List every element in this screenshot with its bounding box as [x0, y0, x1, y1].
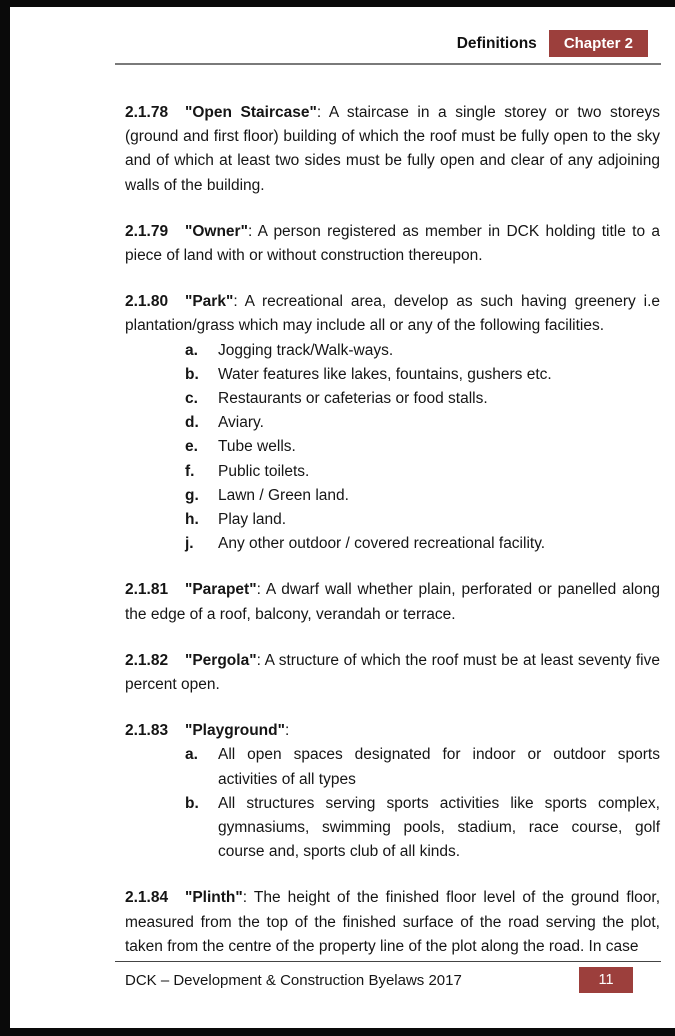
sublist-item [125, 484, 660, 508]
sublist-item-label: a. [185, 341, 198, 359]
definition-term: "Plinth" [185, 889, 243, 907]
definition-2.1.78: 2.1.78 "Open Staircase": A staircase in a single storey or two storeys (ground and first floor) building of which the roof must be fully open to the sky and of which at least two sides must be fully open and clear of any adjoining walls of the building. [125, 101, 660, 198]
page-edge-left [0, 0, 10, 1036]
sublist-item-label: d. [185, 414, 199, 432]
definition-2.1.81: 2.1.81 "Parapet": A dwarf wall whether plain, perforated or panelled along the edge of a roof, balcony, verandah or terrace. [125, 578, 660, 626]
definition-2.1.80: 2.1.80 "Park": A recreational area, develop as such having greenery i.e plantation/grass which may include all or any of the following facilities. [125, 290, 660, 338]
footer-rule [115, 961, 661, 962]
definition-2.1.84: 2.1.84 "Plinth": The height of the finished floor level of the ground floor, measured from the top of the finished surface of the road serving the plot, taken from the centre of the property line of the plot along the road. In case [125, 886, 660, 959]
sublist-item [125, 435, 660, 459]
definition-number: 2.1.80 [125, 293, 169, 311]
definition-term: "Parapet" [185, 581, 257, 599]
definition-sublist [125, 743, 660, 864]
definition-term: "Open Staircase" [185, 104, 317, 121]
definition-term: "Pergola" [185, 651, 257, 669]
sublist-item [125, 339, 660, 363]
definition-2.1.83: 2.1.83 "Playground": [125, 719, 660, 743]
sublist-item [125, 387, 660, 411]
footer-text: DCK – Development & Construction Byelaws 2017 [125, 971, 462, 989]
header-title: Definitions [456, 34, 537, 52]
definition-term: "Playground" [185, 722, 285, 740]
definition-number: 2.1.84 [125, 889, 169, 907]
definition-number: 2.1.82 [125, 651, 169, 669]
definition-number: 2.1.81 [125, 581, 169, 599]
page-header [115, 30, 648, 57]
page-footer [125, 966, 659, 994]
sublist-item-text: All structures serving sports activities like sports complex, gymnasiums, swimming pools, stadium, race course, golf course and, sports club of all kinds. [218, 794, 660, 861]
sublist-item-text: Lawn / Green land. [218, 486, 349, 504]
sublist-item-text: Any other outdoor / covered recreational facility. [218, 535, 546, 553]
sublist-item [125, 743, 660, 791]
sublist-item-label: e. [185, 438, 198, 456]
page-edge-top [0, 0, 675, 7]
sublist-item [125, 363, 660, 387]
chapter-badge: Chapter 2 [549, 30, 648, 57]
page-edge-bottom [0, 1028, 675, 1036]
sublist-item-text: Public toilets. [218, 462, 310, 480]
sublist-item-text: All open spaces designated for indoor or outdoor sports activities of all types [218, 746, 660, 788]
sublist-item-text: Tube wells. [218, 438, 296, 456]
sublist-item-label: b. [185, 794, 199, 812]
definition-term: "Owner" [185, 222, 248, 240]
sublist-item [125, 508, 660, 532]
sublist-item-label: j. [185, 535, 194, 553]
sublist-item-text: Play land. [218, 511, 287, 529]
sublist-item-text: Water features like lakes, fountains, gushers etc. [218, 365, 552, 383]
page-number-badge: 11 [579, 967, 633, 993]
sublist-item-text: Aviary. [218, 414, 264, 432]
definition-number: 2.1.78 [125, 104, 169, 121]
sublist-item [125, 532, 660, 556]
definition-number: 2.1.79 [125, 222, 169, 240]
sublist-item [125, 792, 660, 865]
header-rule [115, 63, 661, 65]
definition-2.1.82: 2.1.82 "Pergola": A structure of which the roof must be at least seventy five percent open. [125, 649, 660, 697]
sublist-item [125, 460, 660, 484]
sublist-item-label: f. [185, 462, 195, 480]
sublist-item [125, 411, 660, 435]
sublist-item-text: Jogging track/Walk-ways. [218, 341, 394, 359]
sublist-item-label: g. [185, 486, 199, 504]
definition-2.1.79: 2.1.79 "Owner": A person registered as member in DCK holding title to a piece of land with or without construction thereupon. [125, 220, 660, 268]
sublist-item-label: c. [185, 390, 198, 408]
sublist-item-label: a. [185, 746, 198, 764]
definition-number: 2.1.83 [125, 722, 169, 740]
sublist-item-text: Restaurants or cafeterias or food stalls. [218, 390, 488, 408]
definitions-list [125, 101, 660, 981]
sublist-item-label: h. [185, 511, 199, 529]
sublist-item-label: b. [185, 365, 199, 383]
definition-sublist [125, 339, 660, 557]
definition-term: "Park" [185, 293, 234, 311]
